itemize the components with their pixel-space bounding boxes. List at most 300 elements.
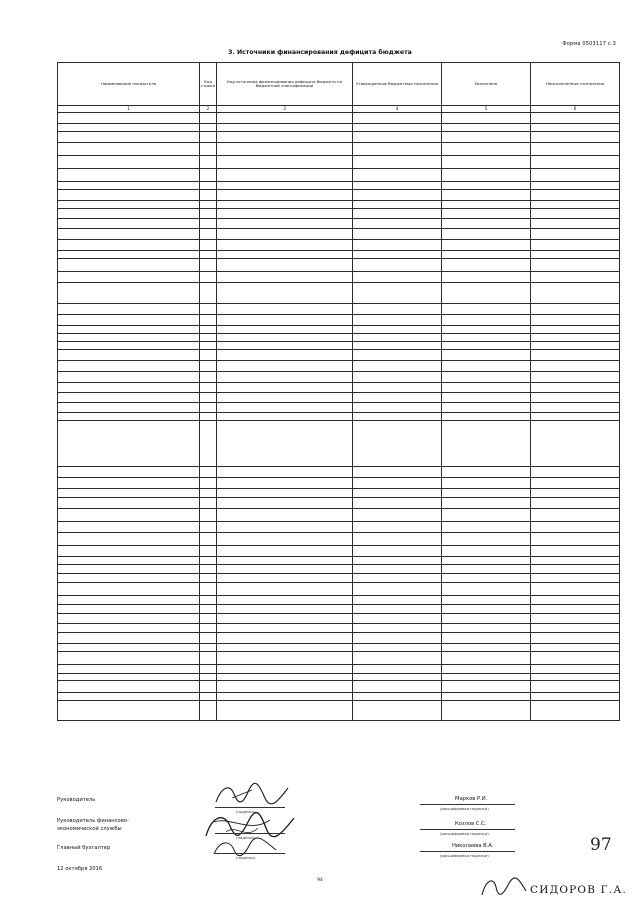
- table-header-row: [58, 63, 620, 106]
- line-code-cell: [200, 509, 217, 522]
- line-code-cell: [200, 498, 217, 509]
- table-row: [58, 522, 620, 533]
- executed-cell: [442, 393, 531, 403]
- approved-cell: [353, 522, 442, 533]
- executed-cell: [442, 681, 531, 693]
- unexecuted-cell: [531, 334, 620, 342]
- executed-cell: [442, 701, 531, 721]
- approved-cell: [353, 201, 442, 209]
- source-code-cell: [217, 315, 353, 326]
- approved-cell: [353, 361, 442, 372]
- header-approved: Утвержденные бюджетные назначения: [353, 63, 442, 106]
- approved-cell: [353, 701, 442, 721]
- line-code-cell: [200, 383, 217, 393]
- indicator-name-cell: [58, 201, 200, 209]
- source-code-cell: [217, 132, 353, 143]
- table-row: [58, 403, 620, 413]
- approved-cell: [353, 467, 442, 478]
- approved-cell: [353, 546, 442, 557]
- unexecuted-cell: [531, 421, 620, 467]
- approved-cell: [353, 574, 442, 583]
- table-row: [58, 251, 620, 259]
- table-row: [58, 583, 620, 596]
- executed-cell: [442, 272, 531, 283]
- line-code-cell: [200, 681, 217, 693]
- table-row: [58, 533, 620, 546]
- source-code-cell: [217, 182, 353, 190]
- source-code-cell: [217, 546, 353, 557]
- executed-cell: [442, 182, 531, 190]
- line-code-cell: [200, 605, 217, 614]
- source-code-cell: [217, 259, 353, 272]
- table-row: [58, 565, 620, 574]
- source-code-cell: [217, 209, 353, 219]
- unexecuted-cell: [531, 565, 620, 574]
- table-row: [58, 304, 620, 315]
- indicator-name-cell: [58, 229, 200, 240]
- table-row: [58, 326, 620, 334]
- executed-cell: [442, 624, 531, 633]
- line-code-cell: [200, 421, 217, 467]
- table-row: [58, 229, 620, 240]
- indicator-name-cell: [58, 169, 200, 182]
- approved-cell: [353, 596, 442, 605]
- indicator-name-cell: [58, 251, 200, 259]
- indicator-name-cell: [58, 489, 200, 498]
- indicator-name-cell: [58, 383, 200, 393]
- indicator-name-cell: [58, 467, 200, 478]
- table-row: [58, 169, 620, 182]
- indicator-name-cell: [58, 209, 200, 219]
- approved-cell: [353, 565, 442, 574]
- accountant-name-caption: (расшифровка подписи): [440, 853, 489, 858]
- line-code-cell: [200, 342, 217, 350]
- table-row: [58, 283, 620, 304]
- approved-cell: [353, 350, 442, 361]
- line-code-cell: [200, 652, 217, 665]
- executed-cell: [442, 509, 531, 522]
- line-code-cell: [200, 304, 217, 315]
- source-code-cell: [217, 283, 353, 304]
- executed-cell: [442, 209, 531, 219]
- source-code-cell: [217, 614, 353, 624]
- line-code-cell: [200, 403, 217, 413]
- table-row: [58, 509, 620, 522]
- executed-cell: [442, 201, 531, 209]
- source-code-cell: [217, 533, 353, 546]
- indicator-name-cell: [58, 304, 200, 315]
- line-code-cell: [200, 413, 217, 421]
- executed-cell: [442, 219, 531, 229]
- certifier-name: СИДОРОВ Г.А.: [530, 884, 628, 896]
- line-code-cell: [200, 574, 217, 583]
- unexecuted-cell: [531, 201, 620, 209]
- unexecuted-cell: [531, 413, 620, 421]
- indicator-name-cell: [58, 681, 200, 693]
- indicator-name-cell: [58, 546, 200, 557]
- table-row: [58, 421, 620, 467]
- line-code-cell: [200, 201, 217, 209]
- approved-cell: [353, 557, 442, 565]
- table-row: [58, 633, 620, 644]
- source-code-cell: [217, 169, 353, 182]
- finance-head-label: Руководитель финансово-экономической службы: [57, 818, 129, 832]
- indicator-name-cell: [58, 219, 200, 229]
- executed-cell: [442, 533, 531, 546]
- executed-cell: [442, 633, 531, 644]
- approved-cell: [353, 533, 442, 546]
- executed-cell: [442, 132, 531, 143]
- table-row: [58, 674, 620, 681]
- table-row: [58, 614, 620, 624]
- column-number-row: [58, 106, 620, 113]
- approved-cell: [353, 209, 442, 219]
- table-row: [58, 219, 620, 229]
- table-row: [58, 644, 620, 652]
- column-number: 6: [531, 106, 620, 113]
- unexecuted-cell: [531, 681, 620, 693]
- table-row: [58, 467, 620, 478]
- indicator-name-cell: [58, 693, 200, 701]
- line-code-cell: [200, 467, 217, 478]
- source-code-cell: [217, 478, 353, 489]
- accountant-label: Главный бухгалтер: [57, 845, 111, 851]
- source-code-cell: [217, 240, 353, 251]
- approved-cell: [353, 633, 442, 644]
- finance-signature-caption: (подпись): [236, 835, 256, 840]
- table-row: [58, 315, 620, 326]
- source-code-cell: [217, 574, 353, 583]
- line-code-cell: [200, 478, 217, 489]
- indicator-name-cell: [58, 478, 200, 489]
- executed-cell: [442, 143, 531, 156]
- executed-cell: [442, 240, 531, 251]
- finance-name-caption: (расшифровка подписи): [440, 831, 489, 836]
- unexecuted-cell: [531, 403, 620, 413]
- table-row: [58, 413, 620, 421]
- source-code-cell: [217, 605, 353, 614]
- executed-cell: [442, 522, 531, 533]
- table-row: [58, 574, 620, 583]
- line-code-cell: [200, 334, 217, 342]
- approved-cell: [353, 342, 442, 350]
- line-code-cell: [200, 190, 217, 201]
- executed-cell: [442, 383, 531, 393]
- head-name-line: [420, 804, 515, 805]
- unexecuted-cell: [531, 522, 620, 533]
- executed-cell: [442, 156, 531, 169]
- approved-cell: [353, 169, 442, 182]
- approved-cell: [353, 372, 442, 383]
- unexecuted-cell: [531, 251, 620, 259]
- approved-cell: [353, 272, 442, 283]
- table-row: [58, 693, 620, 701]
- indicator-name-cell: [58, 403, 200, 413]
- approved-cell: [353, 113, 442, 124]
- indicator-name-cell: [58, 522, 200, 533]
- indicator-name-cell: [58, 190, 200, 201]
- approved-cell: [353, 693, 442, 701]
- table-row: [58, 372, 620, 383]
- executed-cell: [442, 372, 531, 383]
- unexecuted-cell: [531, 156, 620, 169]
- unexecuted-cell: [531, 240, 620, 251]
- line-code-cell: [200, 624, 217, 633]
- header-unexecuted: Неисполненные назначения: [531, 63, 620, 106]
- line-code-cell: [200, 209, 217, 219]
- source-code-cell: [217, 143, 353, 156]
- indicator-name-cell: [58, 350, 200, 361]
- table-row: [58, 272, 620, 283]
- source-code-cell: [217, 693, 353, 701]
- line-code-cell: [200, 156, 217, 169]
- approved-cell: [353, 259, 442, 272]
- approved-cell: [353, 393, 442, 403]
- approved-cell: [353, 681, 442, 693]
- line-code-cell: [200, 583, 217, 596]
- line-code-cell: [200, 259, 217, 272]
- table-row: [58, 383, 620, 393]
- line-code-cell: [200, 533, 217, 546]
- source-code-cell: [217, 124, 353, 132]
- header-executed: Исполнено: [442, 63, 531, 106]
- unexecuted-cell: [531, 372, 620, 383]
- unexecuted-cell: [531, 219, 620, 229]
- unexecuted-cell: [531, 209, 620, 219]
- executed-cell: [442, 259, 531, 272]
- unexecuted-cell: [531, 361, 620, 372]
- source-code-cell: [217, 229, 353, 240]
- line-code-cell: [200, 132, 217, 143]
- page-number: 94: [317, 878, 323, 883]
- unexecuted-cell: [531, 633, 620, 644]
- line-code-cell: [200, 565, 217, 574]
- approved-cell: [353, 315, 442, 326]
- unexecuted-cell: [531, 304, 620, 315]
- accountant-name-line: [420, 851, 515, 852]
- indicator-name-cell: [58, 372, 200, 383]
- report-date: 12 октября 2016: [57, 866, 103, 872]
- table-row: [58, 209, 620, 219]
- unexecuted-cell: [531, 665, 620, 674]
- executed-cell: [442, 190, 531, 201]
- indicator-name-cell: [58, 334, 200, 342]
- executed-cell: [442, 489, 531, 498]
- executed-cell: [442, 546, 531, 557]
- table-row: [58, 342, 620, 350]
- unexecuted-cell: [531, 283, 620, 304]
- indicator-name-cell: [58, 421, 200, 467]
- indicator-name-cell: [58, 509, 200, 522]
- approved-cell: [353, 156, 442, 169]
- column-number: 2: [200, 106, 217, 113]
- executed-cell: [442, 124, 531, 132]
- indicator-name-cell: [58, 574, 200, 583]
- executed-cell: [442, 467, 531, 478]
- unexecuted-cell: [531, 326, 620, 334]
- indicator-name-cell: [58, 533, 200, 546]
- executed-cell: [442, 403, 531, 413]
- source-code-cell: [217, 372, 353, 383]
- executed-cell: [442, 557, 531, 565]
- executed-cell: [442, 644, 531, 652]
- source-code-cell: [217, 633, 353, 644]
- certifying-signature: [478, 875, 530, 899]
- unexecuted-cell: [531, 557, 620, 565]
- unexecuted-cell: [531, 489, 620, 498]
- executed-cell: [442, 605, 531, 614]
- indicator-name-cell: [58, 565, 200, 574]
- executed-cell: [442, 361, 531, 372]
- unexecuted-cell: [531, 124, 620, 132]
- unexecuted-cell: [531, 259, 620, 272]
- executed-cell: [442, 169, 531, 182]
- unexecuted-cell: [531, 113, 620, 124]
- line-code-cell: [200, 240, 217, 251]
- header-indicator-name: Наименование показателя: [58, 63, 200, 106]
- line-code-cell: [200, 251, 217, 259]
- indicator-name-cell: [58, 361, 200, 372]
- line-code-cell: [200, 143, 217, 156]
- approved-cell: [353, 605, 442, 614]
- table-row: [58, 124, 620, 132]
- approved-cell: [353, 132, 442, 143]
- indicator-name-cell: [58, 583, 200, 596]
- indicator-name-cell: [58, 283, 200, 304]
- source-code-cell: [217, 489, 353, 498]
- indicator-name-cell: [58, 259, 200, 272]
- table-row: [58, 182, 620, 190]
- source-code-cell: [217, 342, 353, 350]
- line-code-cell: [200, 546, 217, 557]
- column-number: 4: [353, 106, 442, 113]
- unexecuted-cell: [531, 143, 620, 156]
- approved-cell: [353, 124, 442, 132]
- table-row: [58, 652, 620, 665]
- line-code-cell: [200, 596, 217, 605]
- unexecuted-cell: [531, 229, 620, 240]
- table-row: [58, 259, 620, 272]
- source-code-cell: [217, 624, 353, 633]
- executed-cell: [442, 498, 531, 509]
- approved-cell: [353, 240, 442, 251]
- unexecuted-cell: [531, 596, 620, 605]
- source-code-cell: [217, 701, 353, 721]
- unexecuted-cell: [531, 583, 620, 596]
- indicator-name-cell: [58, 413, 200, 421]
- line-code-cell: [200, 326, 217, 334]
- accountant-signature-line: [215, 853, 285, 854]
- line-code-cell: [200, 315, 217, 326]
- source-code-cell: [217, 201, 353, 209]
- table-row: [58, 557, 620, 565]
- indicator-name-cell: [58, 393, 200, 403]
- table-row: [58, 190, 620, 201]
- source-code-cell: [217, 421, 353, 467]
- finance-head-name: Козлов С.С.: [455, 821, 487, 827]
- column-number: 3: [217, 106, 353, 113]
- table-row: [58, 143, 620, 156]
- executed-cell: [442, 342, 531, 350]
- approved-cell: [353, 583, 442, 596]
- table-row: [58, 596, 620, 605]
- unexecuted-cell: [531, 190, 620, 201]
- approved-cell: [353, 489, 442, 498]
- unexecuted-cell: [531, 498, 620, 509]
- document-title: 3. Источники финансирования дефицита бюджета: [228, 49, 412, 56]
- indicator-name-cell: [58, 498, 200, 509]
- head-label: Руководитель: [57, 797, 96, 803]
- executed-cell: [442, 326, 531, 334]
- line-code-cell: [200, 219, 217, 229]
- indicator-name-cell: [58, 652, 200, 665]
- indicator-name-cell: [58, 605, 200, 614]
- unexecuted-cell: [531, 383, 620, 393]
- executed-cell: [442, 251, 531, 259]
- source-code-cell: [217, 467, 353, 478]
- executed-cell: [442, 693, 531, 701]
- finance-signature-line: [215, 833, 285, 834]
- line-code-cell: [200, 283, 217, 304]
- approved-cell: [353, 509, 442, 522]
- unexecuted-cell: [531, 342, 620, 350]
- source-code-cell: [217, 334, 353, 342]
- header-line-code: Код строки: [200, 63, 217, 106]
- source-code-cell: [217, 681, 353, 693]
- approved-cell: [353, 498, 442, 509]
- indicator-name-cell: [58, 557, 200, 565]
- source-code-cell: [217, 565, 353, 574]
- indicator-name-cell: [58, 240, 200, 251]
- source-code-cell: [217, 383, 353, 393]
- unexecuted-cell: [531, 701, 620, 721]
- source-code-cell: [217, 403, 353, 413]
- line-code-cell: [200, 350, 217, 361]
- head-signature: [212, 780, 292, 808]
- line-code-cell: [200, 665, 217, 674]
- header-source-code: Код источника финансирования дефицита бюджета по бюджетной классификации: [217, 63, 353, 106]
- executed-cell: [442, 565, 531, 574]
- approved-cell: [353, 478, 442, 489]
- indicator-name-cell: [58, 124, 200, 132]
- source-code-cell: [217, 393, 353, 403]
- line-code-cell: [200, 169, 217, 182]
- source-code-cell: [217, 219, 353, 229]
- line-code-cell: [200, 693, 217, 701]
- table-row: [58, 665, 620, 674]
- unexecuted-cell: [531, 315, 620, 326]
- table-row: [58, 156, 620, 169]
- source-code-cell: [217, 190, 353, 201]
- unexecuted-cell: [531, 644, 620, 652]
- source-code-cell: [217, 304, 353, 315]
- table-row: [58, 489, 620, 498]
- approved-cell: [353, 283, 442, 304]
- source-code-cell: [217, 652, 353, 665]
- unexecuted-cell: [531, 674, 620, 681]
- unexecuted-cell: [531, 546, 620, 557]
- indicator-name-cell: [58, 596, 200, 605]
- table-row: [58, 201, 620, 209]
- approved-cell: [353, 229, 442, 240]
- line-code-cell: [200, 372, 217, 383]
- line-code-cell: [200, 113, 217, 124]
- head-signature-caption: (подпись): [236, 809, 256, 814]
- indicator-name-cell: [58, 701, 200, 721]
- source-code-cell: [217, 251, 353, 259]
- approved-cell: [353, 421, 442, 467]
- indicator-name-cell: [58, 143, 200, 156]
